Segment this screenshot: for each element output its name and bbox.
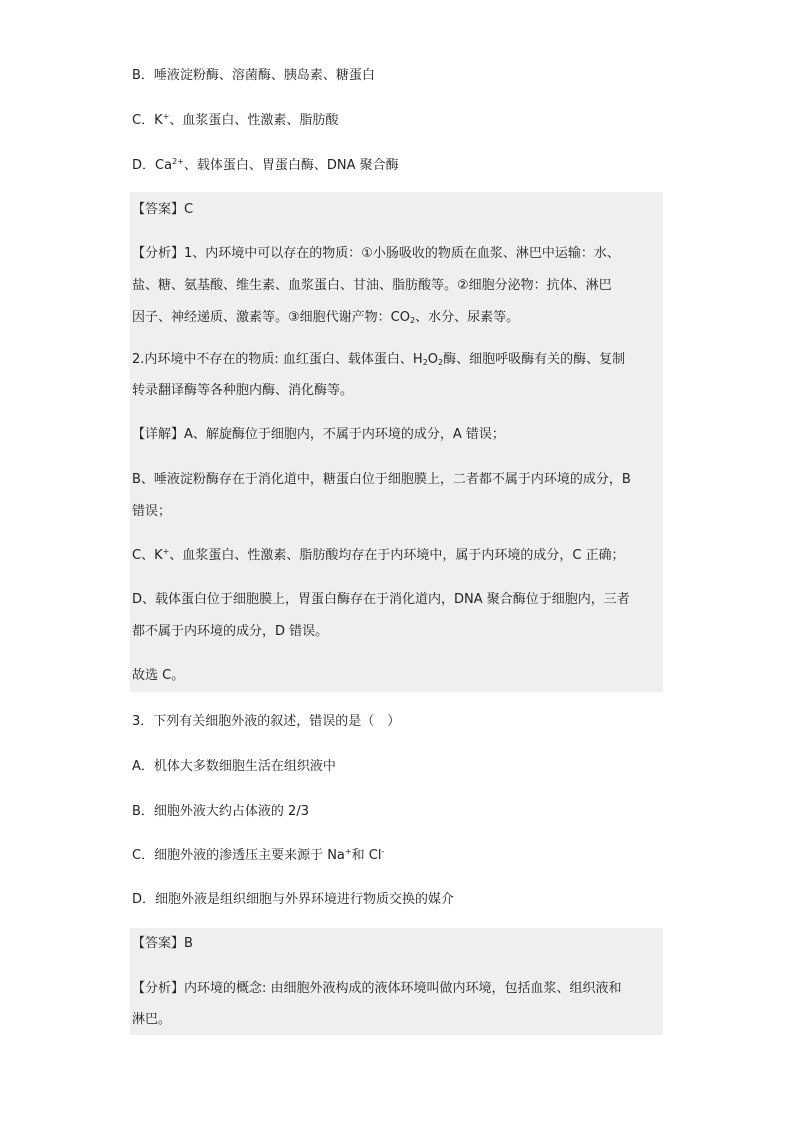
q2-analysis-line-4: [132, 350, 625, 370]
q2-answer-block: [130, 192, 663, 692]
q3-option-c: [132, 846, 384, 866]
subscript: 2: [409, 316, 416, 325]
q3-option-c-mid: 和 Cl: [351, 848, 382, 863]
q2-detail-b-line-1: B、唾液淀粉酶存在于消化道中，糖蛋白位于细胞膜上，二者都不属于内环境的成分，B: [132, 472, 631, 487]
q2-analysis-line-4-rest: 酶、细胞呼吸酶有关的酶、复制: [443, 352, 626, 367]
q2-analysis-line-4-o: O: [427, 352, 439, 367]
q3-option-a: A．机体大多数细胞生活在组织液中: [132, 759, 336, 774]
superscript: +: [162, 112, 170, 121]
q3-stem: 3．下列有关细胞外液的叙述，错误的是（ ）: [132, 714, 401, 729]
q2-analysis-line-4-text: 2.内环境中不存在的物质: 血红蛋白、载体蛋白、H: [132, 352, 423, 367]
superscript: +: [344, 847, 352, 856]
subscript: 2: [438, 358, 444, 367]
q2-option-d-rest: 、载体蛋白、胃蛋白酶、DNA 聚合酶: [183, 158, 399, 173]
q2-analysis-line-2: 盐、糖、氨基酸、维生素、血浆蛋白、甘油、脂肪酸等。②细胞分泌物：抗体、淋巴: [132, 278, 612, 293]
q2-option-c: [132, 111, 338, 131]
q2-detail-b-line-2: 错误；: [132, 504, 172, 519]
q2-answer: 【答案】C: [132, 202, 194, 217]
q2-option-c-text: C．K: [132, 113, 163, 128]
q2-option-c-rest: 、血浆蛋白、性激素、脂肪酸: [169, 113, 339, 128]
q2-option-d: [132, 156, 399, 176]
superscript: +: [162, 547, 170, 556]
q2-analysis-line-3: [132, 308, 519, 328]
q2-detail-d-line-2: 都不属于内环境的成分，D 错误。: [132, 624, 329, 639]
q2-analysis-line-5: 转录翻译酶等各种胞内酶、消化酶等。: [132, 383, 354, 398]
q2-detail-a: 【详解】A、解旋酶位于细胞内，不属于内环境的成分，A 错误；: [132, 427, 505, 442]
q2-analysis-line-3-rest: 、水分、尿素等。: [415, 310, 520, 325]
q2-conclusion: 故选 C。: [132, 668, 185, 683]
q2-detail-c: [132, 546, 625, 566]
q2-analysis-line-3-text: 因子、神经递质、激素等。③细胞代谢产物：CO: [132, 310, 410, 325]
superscript: -: [381, 847, 385, 856]
q3-option-c-text: C．细胞外液的渗透压主要来源于 Na: [132, 848, 345, 863]
q2-analysis-line-1: 【分析】1、内环境中可以存在的物质：①小肠吸收的物质在血浆、淋巴中运输：水、: [132, 246, 620, 261]
q2-detail-c-rest: 、血浆蛋白、性激素、脂肪酸均存在于内环境中，属于内环境的成分，C 正确；: [169, 548, 625, 563]
q3-analysis-line-1: 【分析】内环境的概念: 由细胞外液构成的液体环境叫做内环境，包括血浆、组织液和: [132, 981, 622, 996]
subscript: 2: [422, 358, 428, 367]
superscript: 2+: [172, 157, 184, 166]
q2-detail-c-text: C、K: [132, 548, 163, 563]
q2-detail-d-line-1: D、载体蛋白位于细胞膜上，胃蛋白酶存在于消化道内，DNA 聚合酶位于细胞内，三者: [132, 592, 630, 607]
q3-option-d: D．细胞外液是组织细胞与外界环境进行物质交换的媒介: [132, 892, 455, 907]
q3-answer: 【答案】B: [132, 936, 193, 951]
q2-option-b: B．唾液淀粉酶、溶菌酶、胰岛素、糖蛋白: [132, 68, 375, 83]
q3-analysis-line-2: 淋巴。: [132, 1012, 172, 1027]
q3-answer-block: [130, 928, 663, 1035]
q2-option-d-text: D．Ca: [132, 158, 173, 173]
q3-option-b: B．细胞外液大约占体液的 2/3: [132, 804, 309, 819]
